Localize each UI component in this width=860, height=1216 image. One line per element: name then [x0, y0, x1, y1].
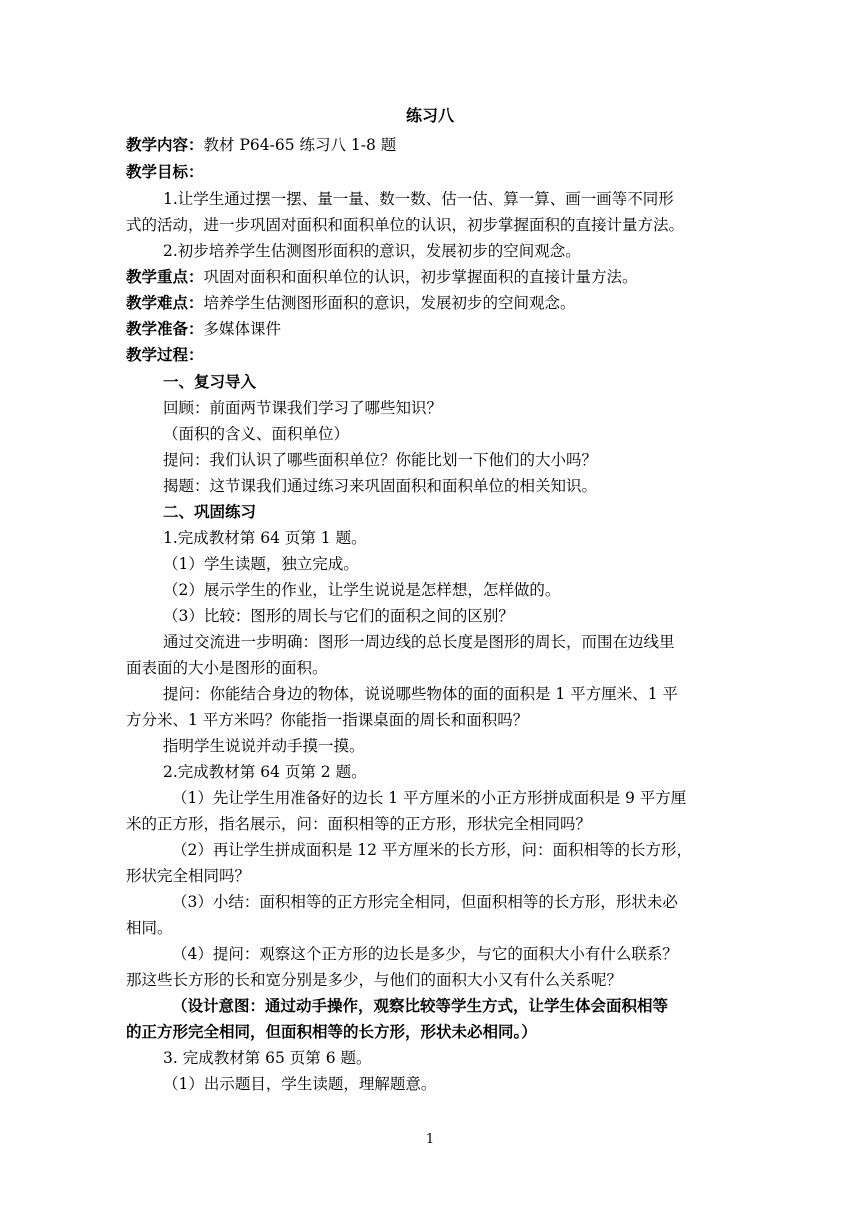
page-number: 1: [425, 1132, 435, 1147]
key-point-label: 教学重点：: [126, 267, 204, 286]
exercise-1-step-3: （3）比较：图形的周长与它们的面积之间的区别？: [163, 607, 514, 625]
exercise-2-step-4-a: （4）提问：观察这个正方形的边长是多少，与它的面积大小有什么联系？: [172, 945, 678, 963]
key-point-text: 巩固对面积和面积单位的认识，初步掌握面积的直接计量方法。: [203, 268, 638, 286]
exercise-3-title: 3. 完成教材第 65 页第 6 题。: [163, 1049, 372, 1067]
lesson-title: 练习八: [405, 106, 454, 125]
exercise-1-activity: 指明学生说说并动手摸一摸。: [163, 737, 365, 755]
goal-1-line-b: 式的活动，进一步巩固对面积和面积单位的认识，初步掌握面积的直接计量方法。: [126, 216, 685, 234]
preparation-text: 多媒体课件: [203, 320, 282, 338]
exercise-1-question-b: 方分米、1 平方米吗？你能指一指课桌面的周长和面积吗？: [126, 711, 529, 729]
difficult-point-text: 培养学生估测图形面积的意识，发展初步的空间观念。: [203, 294, 576, 312]
exercise-1-question-a: 提问：你能结合身边的物体，说说哪些物体的面的面积是 1 平方厘米、1 平: [163, 685, 679, 703]
exercise-1-step-1: （1）学生读题，独立完成。: [163, 555, 359, 573]
preparation-label: 教学准备：: [126, 319, 204, 338]
preparation-line: [126, 317, 732, 341]
exercise-2-title: 2.完成教材第 64 页第 2 题。: [163, 763, 367, 781]
key-point-line: [126, 265, 732, 289]
goal-2: 2.初步培养学生估测图形面积的意识，发展初步的空间观念。: [163, 242, 581, 260]
difficult-point-label: 教学难点：: [126, 293, 204, 312]
design-intent-b: 的正方形完全相同，但面积相等的长方形，形状未必相同。）: [126, 1022, 537, 1041]
goals-label: 教学目标：: [126, 162, 204, 181]
exercise-1-conclusion-a: 通过交流进一步明确：图形一周边线的总长度是图形的周长，而围在边线里: [163, 633, 675, 651]
exercise-2-step-4-b: 那这些长方形的长和宽分别是多少，与他们的面积大小又有什么关系呢？: [126, 971, 623, 989]
exercise-1-step-2: （2）展示学生的作业，让学生说说是怎样想，怎样做的。: [163, 581, 561, 599]
exercise-1-conclusion-b: 面表面的大小是图形的面积。: [126, 659, 328, 677]
section-1-heading: 一、复习导入: [163, 372, 257, 391]
goal-1-line-a: 1.让学生通过摆一摆、量一量、数一数、估一估、算一算、画一画等不同形: [163, 190, 674, 208]
exercise-2-step-3-b: 相同。: [126, 919, 173, 937]
exercise-2-step-2-a: （2）再让学生拼成面积是 12 平方厘米的长方形，问：面积相等的长方形，: [172, 841, 692, 859]
difficult-point-line: [126, 291, 732, 315]
exercise-2-step-1-b: 米的正方形，指名展示，问：面积相等的正方形，形状完全相同吗？: [126, 815, 592, 833]
exercise-2-step-2-b: 形状完全相同吗？: [126, 867, 251, 885]
content-line: [126, 133, 732, 157]
content-label: 教学内容：: [126, 135, 204, 154]
section-1-topic: 揭题：这节课我们通过练习来巩固面积和面积单位的相关知识。: [163, 477, 598, 495]
section-2-heading: 二、巩固练习: [163, 502, 257, 521]
exercise-2-step-3-a: （3）小结：面积相等的正方形完全相同，但面积相等的长方形，形状未必: [172, 893, 678, 911]
section-1-answer: （面积的含义、面积单位）: [163, 425, 350, 443]
process-label: 教学过程：: [126, 345, 204, 364]
section-1-review: 回顾：前面两节课我们学习了哪些知识？: [163, 399, 443, 417]
exercise-3-step-1: （1）出示题目，学生读题，理解题意。: [163, 1075, 437, 1093]
exercise-1-title: 1.完成教材第 64 页第 1 题。: [163, 529, 367, 547]
design-intent-a: （设计意图：通过动手操作，观察比较等学生方式，让学生体会面积相等: [172, 996, 669, 1015]
section-1-question: 提问：我们认识了哪些面积单位？你能比划一下他们的大小吗？: [163, 451, 598, 469]
content-text: 教材 P64-65 练习八 1-8 题: [203, 136, 397, 154]
exercise-2-step-1-a: （1）先让学生用准备好的边长 1 平方厘米的小正方形拼成面积是 9 平方厘: [172, 789, 687, 807]
